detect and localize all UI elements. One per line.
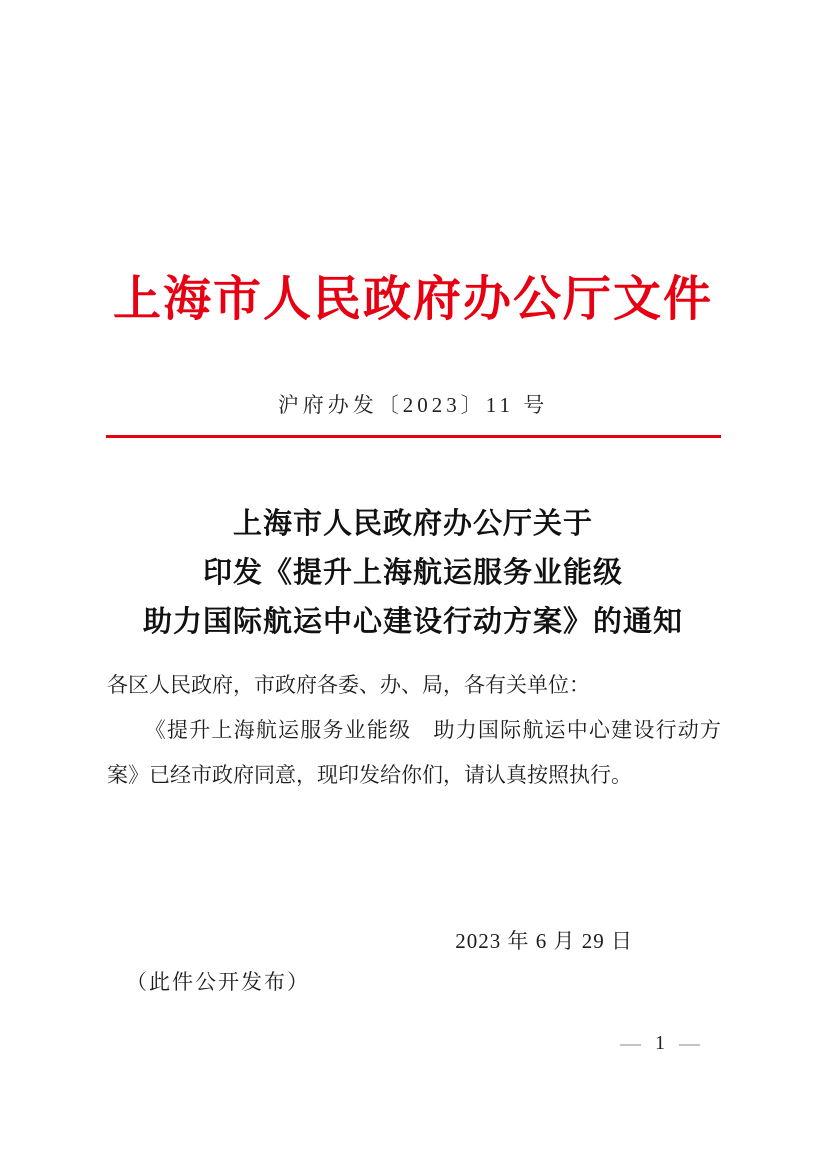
- agency-letterhead-banner: 上海市人民政府办公厅文件: [112, 273, 713, 326]
- red-divider-line: [106, 435, 721, 438]
- salutation-line: 各区人民政府，市政府各委、办、局，各有关单位：: [107, 673, 590, 697]
- notice-title-line-2: 印发《提升上海航运服务业能级: [202, 557, 623, 589]
- page-number-dash-left: —: [620, 1031, 641, 1055]
- issue-date: 2023 年 6 月 29 日: [455, 929, 633, 953]
- notice-paragraph: 《提升上海航运服务业能级 助力国际航运中心建设行动方案》已经市政府同意，现印发给你们，请认真按照执行。: [107, 718, 721, 787]
- public-release-note: （此件公开发布）: [126, 970, 310, 994]
- notice-title-line-1: 上海市人民政府办公厅关于: [232, 508, 593, 540]
- page-number-value: 1: [655, 1032, 665, 1054]
- page-number-dash-right: —: [679, 1031, 700, 1055]
- page-number: [620, 1030, 700, 1056]
- notice-body: [107, 663, 721, 798]
- notice-title: [0, 500, 826, 647]
- notice-title-line-3: 助力国际航运中心建设行动方案》的通知: [142, 606, 683, 638]
- document-reference-number: 沪府办发〔2023〕11 号: [277, 393, 549, 417]
